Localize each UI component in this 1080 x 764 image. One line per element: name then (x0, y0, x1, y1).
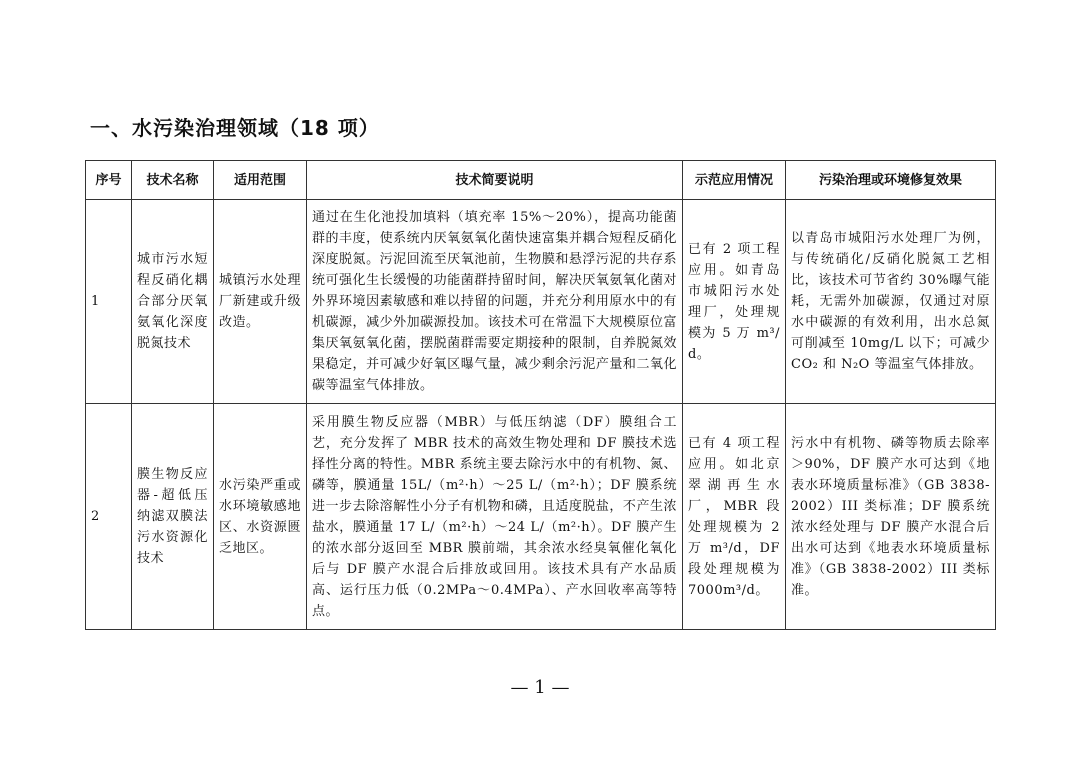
header-effect: 污染治理或环境修复效果 (786, 161, 996, 200)
header-name: 技术名称 (132, 161, 214, 200)
header-description: 技术简要说明 (307, 161, 683, 200)
row-no: 2 (86, 404, 132, 630)
row-application: 已有 2 项工程应用。如青岛市城阳污水处理厂，处理规模为 5 万 m³/d。 (683, 200, 786, 404)
row-effect: 以青岛市城阳污水处理厂为例，与传统硝化/反硝化脱氮工艺相比，该技术可节省约 30%曝气能耗，无需外加碳源，仅通过对原水中碳源的有效利用，出水总氮可削减至 10mg/L 以下；可减少 CO₂ 和 N₂O 等温室气体排放。 (786, 200, 996, 404)
page-number: — 1 — (510, 677, 570, 698)
row-scope: 城镇污水处理厂新建或升级改造。 (214, 200, 307, 404)
row-effect: 污水中有机物、磷等物质去除率＞90%，DF 膜产水可达到《地表水环境质量标准》（GB 3838-2002）III 类标准；DF 膜系统浓水经处理与 DF 膜产水混合后出水可达到《地表水环境质量标准》（GB 3838-2002）III 类标准。 (786, 404, 996, 630)
header-scope: 适用范围 (214, 161, 307, 200)
header-no: 序号 (86, 161, 132, 200)
table-header-row (86, 161, 996, 200)
table-row (86, 404, 996, 630)
row-scope: 水污染严重或水环境敏感地区、水资源匮乏地区。 (214, 404, 307, 630)
technology-table (85, 160, 996, 630)
row-name: 城市污水短程反硝化耦合部分厌氧氨氧化深度脱氮技术 (132, 200, 214, 404)
row-no: 1 (86, 200, 132, 404)
header-application: 示范应用情况 (683, 161, 786, 200)
table-row (86, 200, 996, 404)
section-title: 一、水污染治理领域（18 项） (90, 116, 380, 140)
row-description: 采用膜生物反应器（MBR）与低压纳滤（DF）膜组合工艺，充分发挥了 MBR 技术的高效生物处理和 DF 膜技术选择性分离的特性。MBR 系统主要去除污水中的有机物、氮、磷等，膜通量 15L/（m²·h）～25 L/（m²·h）；DF 膜系统进一步去除溶解性小分子有机物和磷，且适度脱盐，不产生浓盐水，膜通量 17 L/（m²·h）～24 L/（m²·h）。DF 膜产生的浓水部分返回至 MBR 膜前端，其余浓水经臭氧催化氧化后与 DF 膜产水混合后排放或回用。该技术具有产水品质高、运行压力低（0.2MPa～0.4MPa）、产水回收率高等特点。 (307, 404, 683, 630)
row-application: 已有 4 项工程应用。如北京翠湖再生水厂，MBR 段处理规模为 2 万 m³/d，DF 段处理规模为 7000m³/d。 (683, 404, 786, 630)
row-name: 膜生物反应器-超低压纳滤双膜法污水资源化技术 (132, 404, 214, 630)
row-description: 通过在生化池投加填料（填充率 15%～20%），提高功能菌群的丰度，使系统内厌氧氨氧化菌快速富集并耦合短程反硝化深度脱氮。污泥回流至厌氧池前，生物膜和悬浮污泥的共存系统可强化生长缓慢的功能菌群持留时间，解决厌氧氨氧化菌对外界环境因素敏感和难以持留的问题，并充分利用原水中的有机碳源，减少外加碳源投加。该技术可在常温下大规模原位富集厌氧氨氧化菌，摆脱菌群需要定期接种的限制，自养脱氮效果稳定，并可减少好氧区曝气量，减少剩余污泥产量和二氧化碳等温室气体排放。 (307, 200, 683, 404)
